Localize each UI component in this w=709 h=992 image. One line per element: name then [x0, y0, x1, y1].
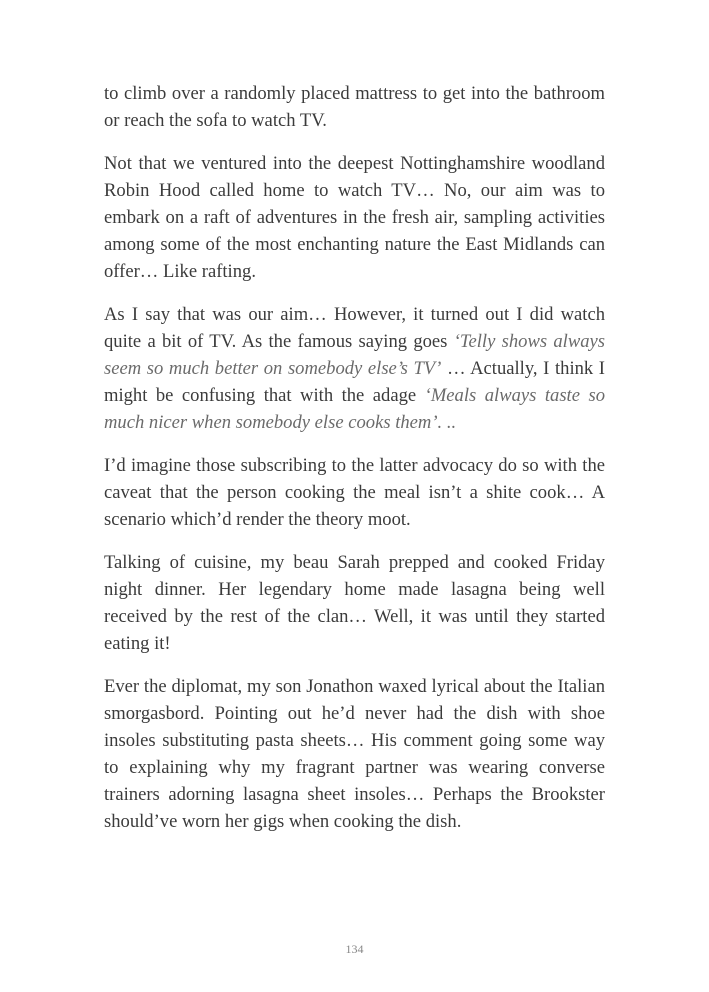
page-number: 134: [345, 942, 364, 956]
paragraph-text: Not that we ventured into the deepest Nottinghamshire woodland Robin Hood called home to watch TV… No, our aim was to embark on a raft of adventures in the fresh air, sampling activities among some of the most enchanting nature the East Midlands can offer… Like rafting.: [104, 153, 605, 282]
paragraph-text: … Actually, I think I might be confusing that with the adage: [104, 358, 605, 406]
quote-telly: ‘Telly shows always seem so much better on somebody else’s TV’: [104, 331, 606, 379]
paragraph-3: [104, 301, 605, 436]
page-body: [104, 80, 605, 851]
paragraph-1: [104, 80, 605, 134]
paragraph-text: Ever the diplomat, my son Jonathon waxed lyrical about the Italian smorgasbord. Pointing out he’d never had the dish with shoe insoles substituting pasta sheets… His comment going some way to explaining why my fragrant partner was wearing converse trainers adorning lasagna sheet insoles… Perhaps the Brookster should’ve worn her gigs when cooking the dish.: [104, 676, 605, 832]
paragraph-text: As I say that was our aim… However, it turned out I did watch quite a bit of TV. As the famous saying goes: [104, 304, 605, 352]
paragraph-2: [104, 150, 605, 285]
quote-meals: ‘Meals always taste so much nicer when somebody else cooks them’. ..: [104, 385, 605, 433]
paragraph-text: to climb over a randomly placed mattress to get into the bathroom or reach the sofa to watch TV.: [104, 83, 605, 131]
paragraph-6: [104, 673, 605, 835]
paragraph-text: Talking of cuisine, my beau Sarah prepped and cooked Friday night dinner. Her legendary home made lasagna being well received by the rest of the clan… Well, it was until they started eating it!: [104, 552, 605, 654]
paragraph-5: [104, 549, 605, 657]
paragraph-4: [104, 452, 605, 533]
paragraph-text: I’d imagine those subscribing to the latter advocacy do so with the caveat that the person cooking the meal isn’t a shite cook… A scenario which’d render the theory moot.: [104, 455, 605, 530]
